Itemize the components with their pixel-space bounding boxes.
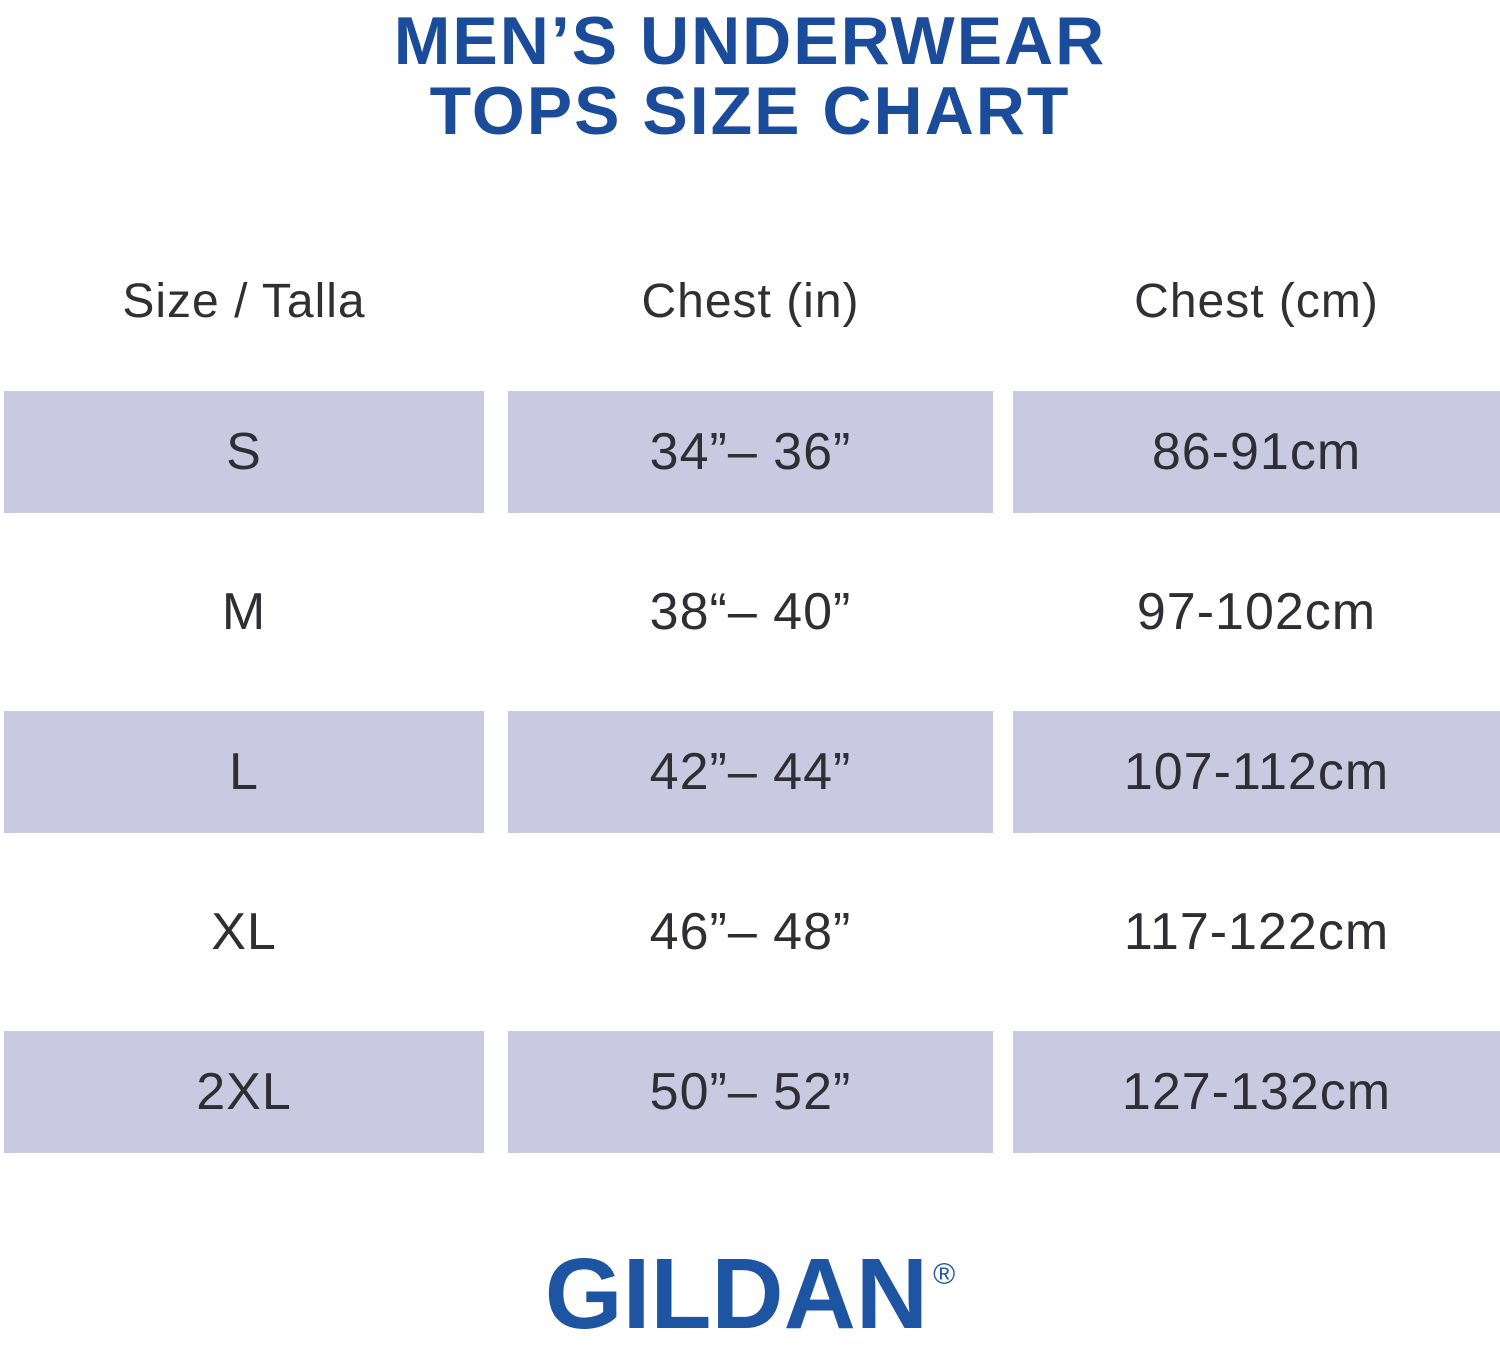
chest-cm-cell: 97-102cm [1136,583,1377,641]
size-cell: XL [211,903,277,961]
chest-cm-cell: 107-112cm [1013,711,1500,833]
column-header-size: Size / Talla [122,274,366,328]
chest-cm-cell: 86-91cm [1013,391,1500,513]
table-header-row [4,270,1500,332]
table-row-l [4,711,1500,833]
size-cell: S [4,391,484,513]
table-row-s [4,391,1500,513]
chest-in-cell: 50”– 52” [508,1031,993,1153]
size-table [0,391,1500,1153]
chest-cm-cell: 117-122cm [1123,903,1390,961]
chest-in-cell: 38“– 40” [649,583,852,641]
chest-in-cell: 42”– 44” [508,711,993,833]
chest-in-cell: 34”– 36” [508,391,993,513]
column-header-chest-cm: Chest (cm) [1134,274,1379,328]
size-cell: 2XL [4,1031,484,1153]
gildan-logo [0,1238,1500,1350]
registered-trademark-icon: ® [933,1258,956,1291]
title-line-2: TOPS SIZE CHART [429,73,1071,149]
chest-in-cell: 46”– 48” [649,903,852,961]
table-row-xl [4,871,1500,993]
logo-text: GILDAN [544,1238,929,1350]
size-cell: L [4,711,484,833]
size-cell: M [221,583,267,641]
table-row-m [4,551,1500,673]
chest-cm-cell: 127-132cm [1013,1031,1500,1153]
title-line-1: MEN’S UNDERWEAR [393,3,1107,79]
table-row-2xl [4,1031,1500,1153]
page-title [0,3,1500,149]
column-header-chest-in: Chest (in) [641,274,860,328]
